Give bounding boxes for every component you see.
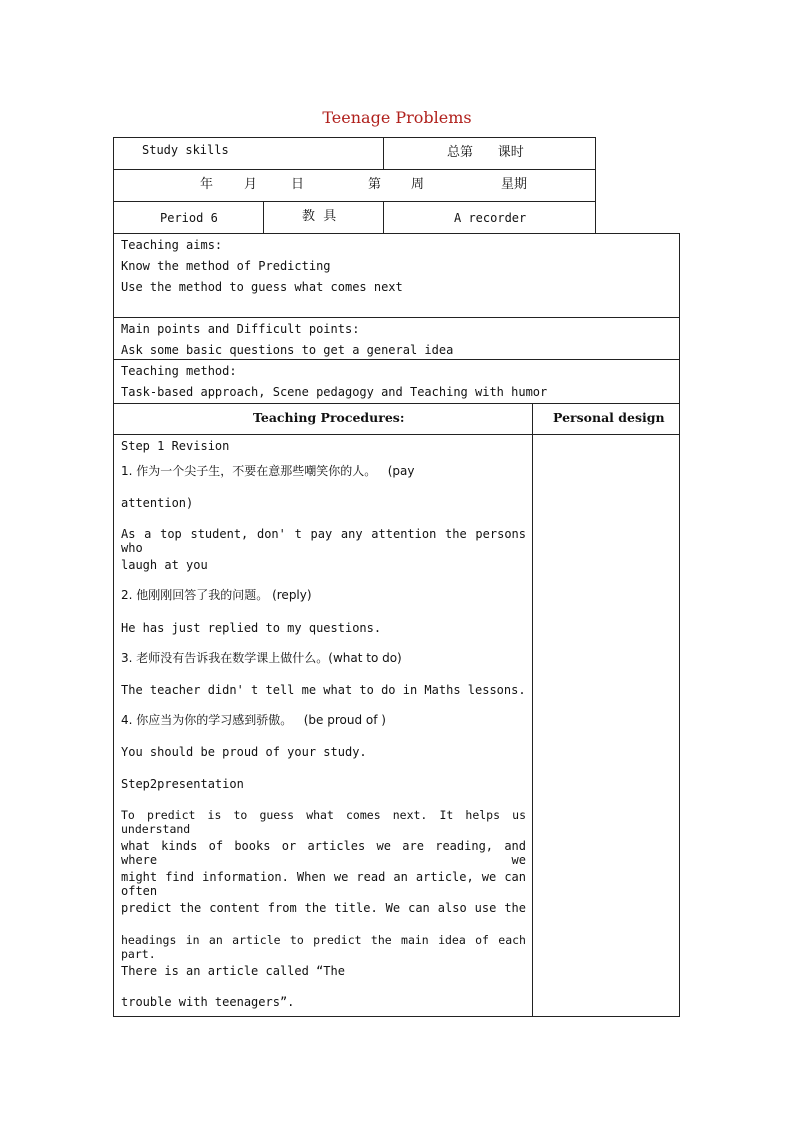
aims-line-1: Know the method of Predicting	[121, 259, 331, 273]
method-label: Teaching method:	[121, 364, 237, 378]
procedure-line: laugh at you	[121, 558, 208, 572]
procedure-line: He has just replied to my questions.	[121, 621, 382, 635]
procedure-line: The teacher didn' t tell me what to do in Maths lessons.	[121, 683, 526, 697]
header-row-3-divider-a	[263, 201, 264, 234]
procedure-line: Step 1 Revision	[121, 439, 230, 453]
date-month: 月	[244, 177, 258, 192]
procedure-line: There is an article called “The	[121, 964, 345, 978]
column-divider	[532, 403, 533, 1017]
total-lesson-label: 总第 课时	[447, 145, 524, 160]
period-label: Period 6	[160, 211, 218, 225]
method-line: Task-based approach, Scene pedagogy and Teaching with humor	[121, 385, 548, 399]
procedure-line: might find information. When we read an article, we can often	[121, 870, 526, 898]
date-week-ordinal: 第	[368, 177, 382, 192]
points-label: Main points and Difficult points:	[121, 322, 360, 336]
procedure-line: You should be proud of your study.	[121, 745, 367, 759]
procedure-line: trouble with teenagers”.	[121, 995, 295, 1009]
aims-line-2: Use the method to guess what comes next	[121, 280, 403, 294]
procedure-line: 2. 他刚刚回答了我的问题。 (reply)	[121, 588, 312, 602]
study-skills-label: Study skills	[142, 143, 229, 157]
procedure-line: To predict is to guess what comes next. It helps us understand	[121, 808, 526, 836]
header-row-3-divider-b	[383, 201, 384, 234]
procedure-line: 4. 你应当为你的学习感到骄傲。 (be proud of )	[121, 713, 386, 727]
procedure-line: headings in an article to predict the main idea of each part.	[121, 933, 526, 961]
tools-value: A recorder	[454, 211, 527, 225]
date-day: 日	[291, 177, 305, 192]
procedure-line: what kinds of books or articles we are reading, and where we	[121, 839, 526, 867]
aims-label: Teaching aims:	[121, 238, 223, 252]
procedure-line: predict the content from the title. We can also use the	[121, 901, 526, 915]
procedure-line: Step2presentation	[121, 777, 244, 791]
design-header: Personal design	[553, 410, 665, 425]
procedure-line: attention)	[121, 496, 194, 510]
header-row-1-divider	[383, 137, 384, 170]
procedures-header: Teaching Procedures:	[253, 410, 405, 425]
tools-label: 教 具	[302, 209, 337, 224]
date-year: 年	[200, 177, 214, 192]
procedure-line: As a top student, don' t pay any attention the persons who	[121, 527, 526, 555]
document-title: Teenage Problems	[322, 108, 472, 127]
date-week: 周	[411, 177, 425, 192]
date-weekday: 星期	[501, 177, 528, 192]
procedure-line: 1. 作为一个尖子生，不要在意那些嘲笑你的人。 (pay	[121, 464, 415, 478]
points-line: Ask some basic questions to get a general idea	[121, 343, 454, 357]
procedure-line: 3. 老师没有告诉我在数学课上做什么。(what to do)	[121, 651, 402, 665]
